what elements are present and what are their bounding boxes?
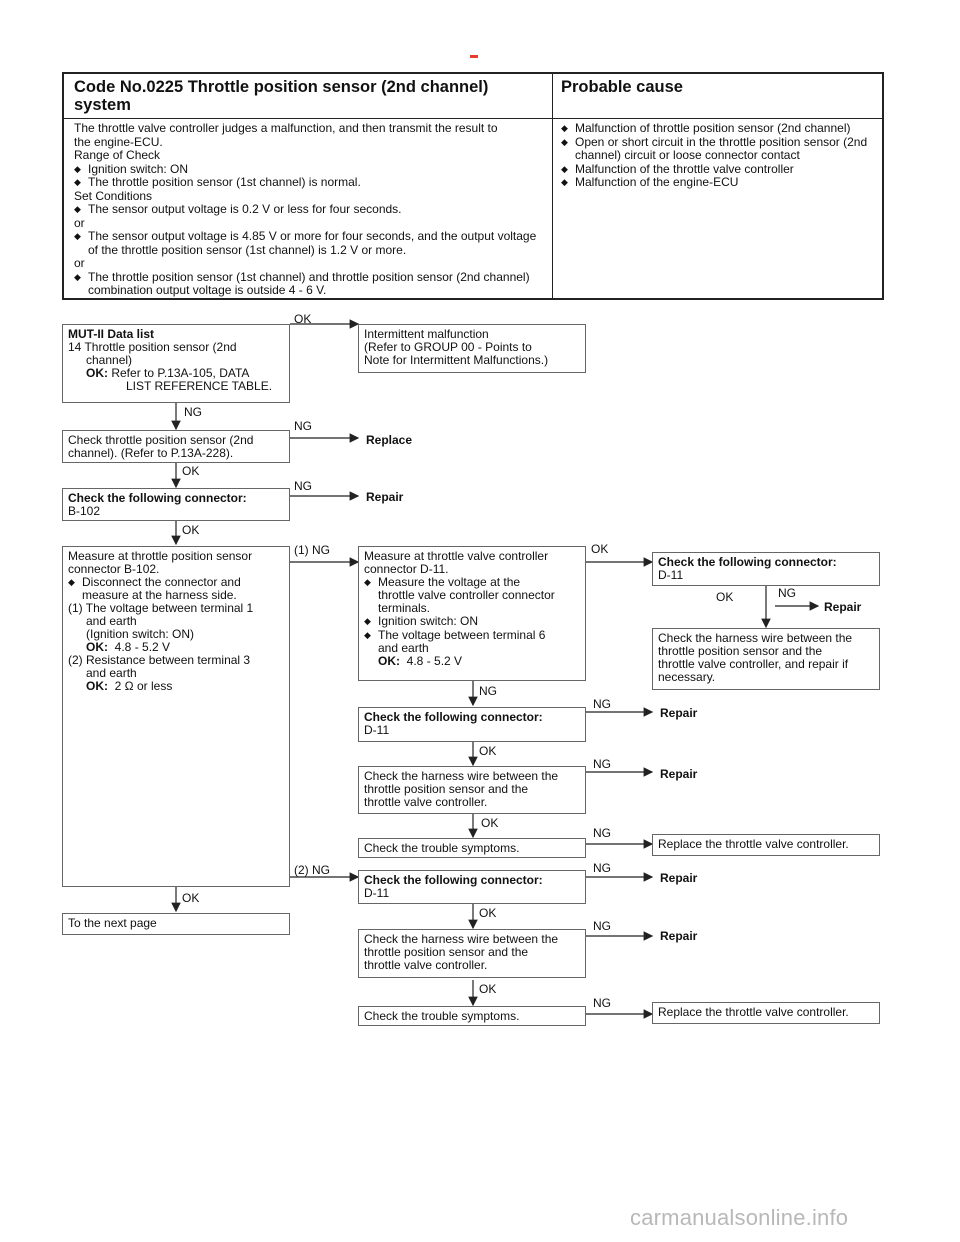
mut-ok-text-cont: LIST REFERENCE TABLE. xyxy=(126,379,273,393)
ok-label: OK xyxy=(479,982,497,996)
mut-ok-text: Refer to P.13A-105, DATA xyxy=(111,366,250,380)
probable-cause-title: Probable cause xyxy=(561,78,683,96)
harness-check-box-1: Check the harness wire between the throttle position sensor and the throttle valve controller. xyxy=(358,766,586,814)
watermark-footer: carmanualsonline.info xyxy=(630,1205,849,1230)
ng-label: NG xyxy=(593,919,611,933)
bullet-icon: ◆ xyxy=(74,163,81,174)
ok-label: OK xyxy=(294,312,312,326)
repair-result: Repair xyxy=(366,490,404,504)
set-conditions-label: Set Conditions xyxy=(74,188,153,203)
bullet-icon: ◆ xyxy=(561,163,568,174)
or-label: or xyxy=(74,256,85,270)
harness-check-box-2: Check the harness wire between the throttle position sensor and the throttle valve controller. xyxy=(358,929,586,978)
ok-label: OK xyxy=(479,744,497,758)
repair-result: Repair xyxy=(660,767,698,781)
ok-label: OK xyxy=(481,816,499,830)
repair-result: Repair xyxy=(660,871,698,885)
ok-label: OK xyxy=(716,590,734,604)
mut-item: 14 Throttle position sensor (2nd xyxy=(68,340,237,354)
ok-label: OK xyxy=(479,906,497,920)
bullet-icon: ◆ xyxy=(74,271,81,282)
ok-label: OK: xyxy=(86,366,108,380)
mut-item-cont: channel) xyxy=(86,353,133,367)
trouble-symptoms-box-2: Check the trouble symptoms. xyxy=(358,1006,586,1026)
ng-label: NG xyxy=(184,405,202,419)
ok-label: OK xyxy=(182,891,200,905)
trouble-symptoms-box-1: Check the trouble symptoms. xyxy=(358,838,586,858)
next-page-box: To the next page xyxy=(62,913,290,935)
description-line: The throttle valve controller judges a malfunction, and then transmit the result to xyxy=(74,121,498,135)
ok-label: OK xyxy=(182,523,200,537)
replace-tvc-box-1: Replace the throttle valve controller. xyxy=(652,834,880,856)
ng-label: NG xyxy=(479,684,497,698)
range-item: ◆ Ignition switch: ON xyxy=(74,161,189,176)
replace-result: Replace xyxy=(366,433,413,447)
cause-item: ◆ Malfunction of throttle position sensor (2nd channel) xyxy=(561,121,851,135)
ng-label: NG xyxy=(593,757,611,771)
range-item: ◆ The throttle position sensor (1st channel) is normal. xyxy=(74,175,361,189)
cause-item: ◆ Malfunction of the throttle valve controller xyxy=(561,161,794,176)
bullet-icon: ◆ xyxy=(364,616,371,626)
ng-label: NG xyxy=(593,996,611,1010)
ok-label: OK xyxy=(591,542,609,556)
bullet-icon: ◆ xyxy=(561,177,568,187)
ng-2-label: (2) NG xyxy=(294,863,330,877)
range-of-check-label: Range of Check xyxy=(74,148,161,162)
condition-item: ◆ The sensor output voltage is 0.2 V or less for four seconds. xyxy=(74,202,402,216)
code-title: Code No.0225 Throttle position sensor (2nd channel) system xyxy=(74,78,489,114)
ng-label: NG xyxy=(593,826,611,840)
ng-1-label: (1) NG xyxy=(294,543,330,557)
bullet-icon: ◆ xyxy=(561,123,568,133)
or-label: or xyxy=(74,215,85,230)
bullet-icon: ◆ xyxy=(74,177,81,187)
mut-title: MUT-II Data list xyxy=(68,327,155,341)
ok-label: OK: xyxy=(86,640,108,654)
check-connector-b102-box: Check the following connector: B-102 xyxy=(62,488,290,521)
intermittent-malfunction-box: Intermittent malfunction (Refer to GROUP 00 - Points to Note for Intermittent Malfunctions.) xyxy=(358,324,586,373)
condition-item: ◆ The throttle position sensor (1st channel) and throttle position sensor (2nd channel) combination output voltage is outside 4 - 6 V. xyxy=(74,269,530,297)
replace-tvc-box-2: Replace the throttle valve controller. xyxy=(652,1002,880,1024)
cause-item: ◆ Open or short circuit in the throttle position sensor (2nd channel) circuit or loose connector contact xyxy=(561,134,868,162)
mut-data-list-box xyxy=(62,324,290,403)
bullet-icon: ◆ xyxy=(74,231,81,241)
bullet-icon: ◆ xyxy=(364,629,371,640)
condition-item: ◆ The sensor output voltage is 4.85 V or more for four seconds, and the output voltage of the throttle position sensor (1st channel) is 1.2 V or more. xyxy=(74,229,537,257)
check-connector-d11-top-box: Check the following connector: D-11 xyxy=(652,552,880,586)
bullet-icon: ◆ xyxy=(74,204,81,214)
cause-item: ◆ Malfunction of the engine-ECU xyxy=(561,175,739,189)
description-line: the engine-ECU. xyxy=(74,134,163,149)
ng-label: NG xyxy=(294,479,312,493)
check-sensor-box: Check throttle position sensor (2nd channel). (Refer to P.13A-228). xyxy=(62,430,290,463)
ng-label: NG xyxy=(778,586,796,600)
ok-label: OK: xyxy=(86,679,108,693)
ok-label: OK xyxy=(182,464,200,478)
check-connector-d11-low-box: Check the following connector: D-11 xyxy=(358,870,586,904)
repair-result: Repair xyxy=(660,706,698,720)
ng-label: NG xyxy=(593,861,611,875)
repair-result: Repair xyxy=(824,600,862,614)
bullet-icon: ◆ xyxy=(68,577,75,587)
check-connector-d11-mid-box: Check the following connector: D-11 xyxy=(358,707,586,742)
measure-sensor-box: Measure at throttle position sensor connector B-102. ◆ Disconnect the connector and measure at the harness side. (1) The voltage between terminal 1 and earth (Ignition switch: ON) OK: 4.8 - 5.2 V (2) Resistance between terminal 3 and earth OK: 2 Ω or less xyxy=(62,546,290,887)
bullet-icon: ◆ xyxy=(561,136,568,147)
bullet-icon: ◆ xyxy=(364,577,371,587)
harness-repair-box: Check the harness wire between the throttle position sensor and the throttle valve controller, and repair if necessary. xyxy=(652,628,880,690)
repair-result: Repair xyxy=(660,929,698,943)
ng-label: NG xyxy=(593,697,611,711)
measure-tvc-box: Measure at throttle valve controller connector D-11. ◆ Measure the voltage at the throttle valve controller connector terminals. ◆ Ignition switch: ON ◆ The voltage between terminal 6 and earth OK: 4.8 - 5.2 V xyxy=(358,546,586,681)
ng-label: NG xyxy=(294,419,312,433)
